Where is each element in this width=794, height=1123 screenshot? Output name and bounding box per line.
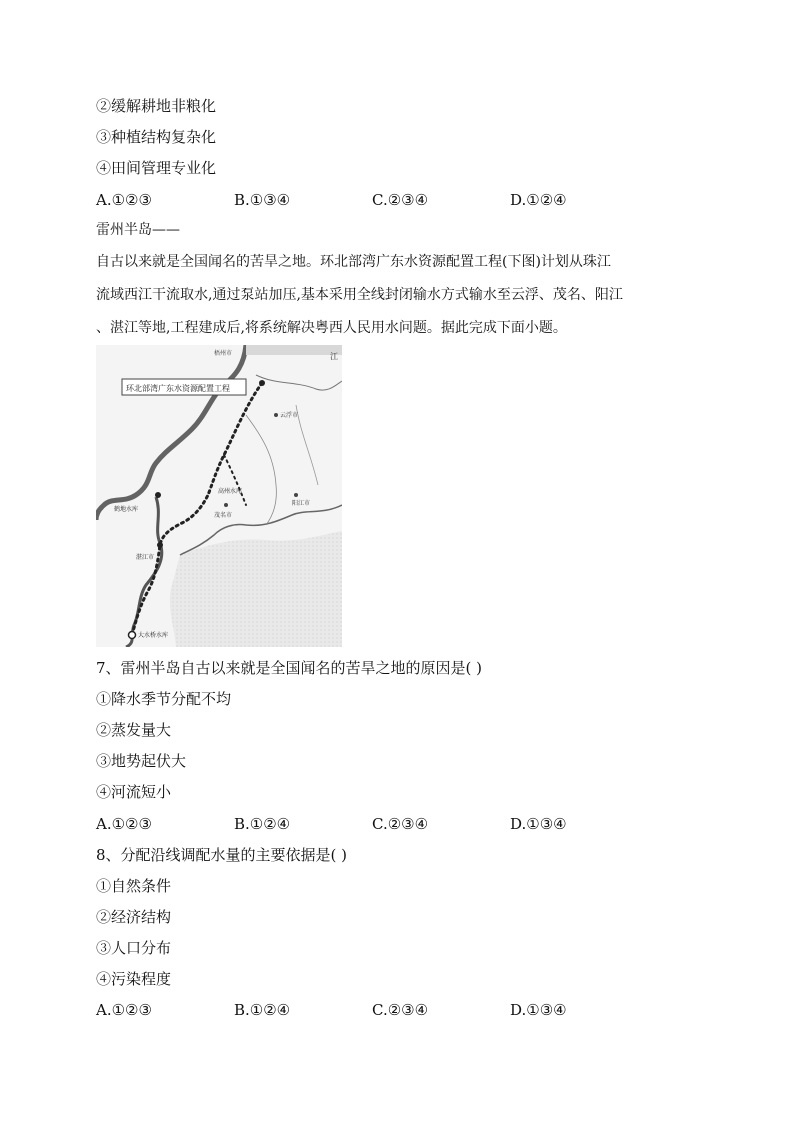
q8-option-d: D.①③④ bbox=[510, 1001, 567, 1019]
passage-title: 雷州半岛—— bbox=[96, 222, 180, 238]
map-label-maoming: 茂名市 bbox=[214, 513, 233, 519]
q6-option-a: A.①②③ bbox=[96, 191, 152, 209]
passage-line-1: 自古以来就是全国闻名的苦旱之地。环北部湾广东水资源配置工程(下图)计划从珠江 bbox=[96, 254, 611, 270]
map-label-hedi: 鹤地水库 bbox=[114, 507, 139, 513]
map-title: 环北部湾广东水资源配置工程 bbox=[126, 384, 230, 393]
q6-item-2: ②缓解耕地非粮化 bbox=[96, 97, 217, 115]
q8-item-1: ①自然条件 bbox=[96, 877, 172, 895]
q8-stem: 8、分配沿线调配水量的主要依据是( ) bbox=[96, 846, 348, 864]
q8-option-b: B.①②④ bbox=[234, 1001, 291, 1019]
map-label-yangjiang: 阳江市 bbox=[292, 501, 311, 507]
q7-option-b: B.①②④ bbox=[234, 815, 291, 833]
q6-option-c: C.②③④ bbox=[372, 191, 429, 209]
q7-option-c: C.②③④ bbox=[372, 815, 429, 833]
map-label-wuzhou: 梧州市 bbox=[214, 351, 233, 357]
q7-item-3: ③地势起伏大 bbox=[96, 752, 187, 770]
q7-option-a: A.①②③ bbox=[96, 815, 152, 833]
q7-item-1: ①降水季节分配不均 bbox=[96, 690, 232, 708]
q7-item-4: ④河流短小 bbox=[96, 783, 172, 801]
map-label-zhanjiang: 湛江市 bbox=[136, 555, 155, 561]
q7-stem: 7、雷州半岛自古以来就是全国闻名的苦旱之地的原因是( ) bbox=[96, 659, 483, 677]
map-label-jiang: 江 bbox=[330, 352, 338, 361]
passage-line-2: 流域西江干流取水,通过泵站加压,基本采用全线封闭输水方式输水至云浮、茂名、阳江 bbox=[96, 287, 623, 303]
water-project-map bbox=[96, 345, 342, 647]
passage-text bbox=[96, 246, 708, 345]
map-label-gaozhou: 高州水库 bbox=[218, 489, 243, 495]
q8-option-a: A.①②③ bbox=[96, 1001, 152, 1019]
q8-item-3: ③人口分布 bbox=[96, 939, 172, 957]
q6-option-d: D.①②④ bbox=[510, 191, 567, 209]
q6-item-4: ④田间管理专业化 bbox=[96, 159, 217, 177]
q6-item-3: ③种植结构复杂化 bbox=[96, 128, 217, 146]
q8-option-c: C.②③④ bbox=[372, 1001, 429, 1019]
map-label-dashuiqiao: 大水桥水库 bbox=[138, 633, 169, 639]
passage-line-3: 、湛江等地,工程建成后,将系统解决粤西人民用水问题。据此完成下面小题。 bbox=[96, 320, 567, 336]
q6-option-b: B.①③④ bbox=[234, 191, 291, 209]
map-label-yunfu: 云浮市 bbox=[280, 413, 299, 419]
q7-option-d: D.①③④ bbox=[510, 815, 567, 833]
q7-item-2: ②蒸发量大 bbox=[96, 721, 172, 739]
q8-item-4: ④污染程度 bbox=[96, 970, 172, 988]
q8-item-2: ②经济结构 bbox=[96, 908, 172, 926]
